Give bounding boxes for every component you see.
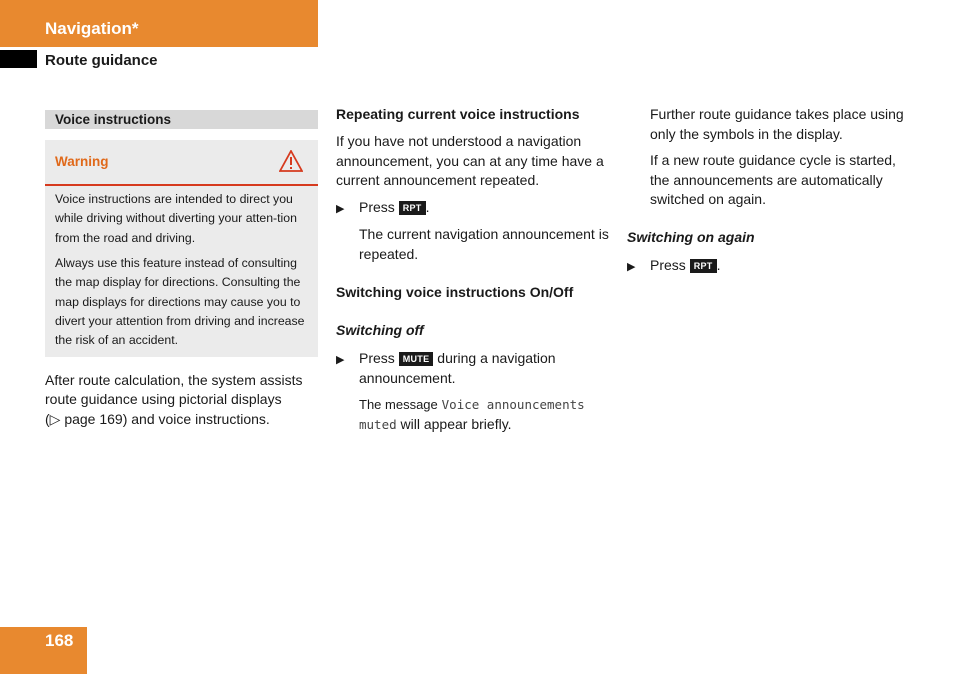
period: . [716,257,721,273]
rpt-key: RPT [399,201,426,215]
section-heading: Voice instructions [55,112,172,127]
rpt-key: RPT [690,259,717,273]
subheading-switching-on: Switching on again [627,229,755,245]
body-line: route guidance using pictorial displays [45,391,282,407]
step-press-rpt [650,256,720,276]
section-marker [0,50,37,68]
heading-switching: Switching voice instructions On/Off [336,284,574,300]
heading-repeat: Repeating current voice instructions [336,106,580,122]
page-number-box [0,627,87,674]
chapter-title: Navigation* [45,19,139,38]
paragraph: If a new route guidance cycle is started, the announcements are automatically switched on again. [650,152,896,207]
step-text: during a navigation announcement. [359,350,556,386]
step-press-rpt [359,198,429,218]
mute-key: MUTE [399,352,434,366]
step-result: The current navigation announcement is repeated. [359,226,609,262]
triangle-right-icon: ▶ [336,354,345,366]
paragraph: If you have not understood a navigation announcement, you can at any time have a current announcement repeated. [336,133,604,188]
warning-paragraph: Voice instructions are intended to direct you while driving without diverting your atten-tion from the road and driving. [55,192,297,245]
period: . [425,199,430,215]
subheading-switching-off: Switching off [336,322,424,338]
paragraph: Further route guidance takes place using only the symbols in the display. [650,106,904,142]
message-pre: The message [359,397,438,412]
warning-heading: Warning [55,154,109,169]
press-label: Press [650,257,686,273]
display-message: Voice announcements muted [359,397,585,432]
triangle-right-icon: ▶ [336,203,345,215]
page-number: 168 [45,631,74,650]
warning-rule [45,184,318,186]
body-line: After route calculation, the system assists [45,372,303,388]
body-line: (▷ page 169) and voice instructions. [45,411,270,427]
step-press-mute [359,349,609,388]
warning-paragraph: Always use this feature instead of consulting the map display for directions. Consulting the map displays for directions may cause you to divert your attention from driving and increase the risk of an accident. [55,256,305,348]
message-note [359,395,611,434]
press-label: Press [359,199,395,215]
section-subtitle: Route guidance [45,52,158,69]
press-label: Press [359,350,395,366]
message-post: will appear briefly. [400,415,512,432]
triangle-right-icon: ▶ [627,261,636,273]
warning-triangle-icon [279,150,303,172]
